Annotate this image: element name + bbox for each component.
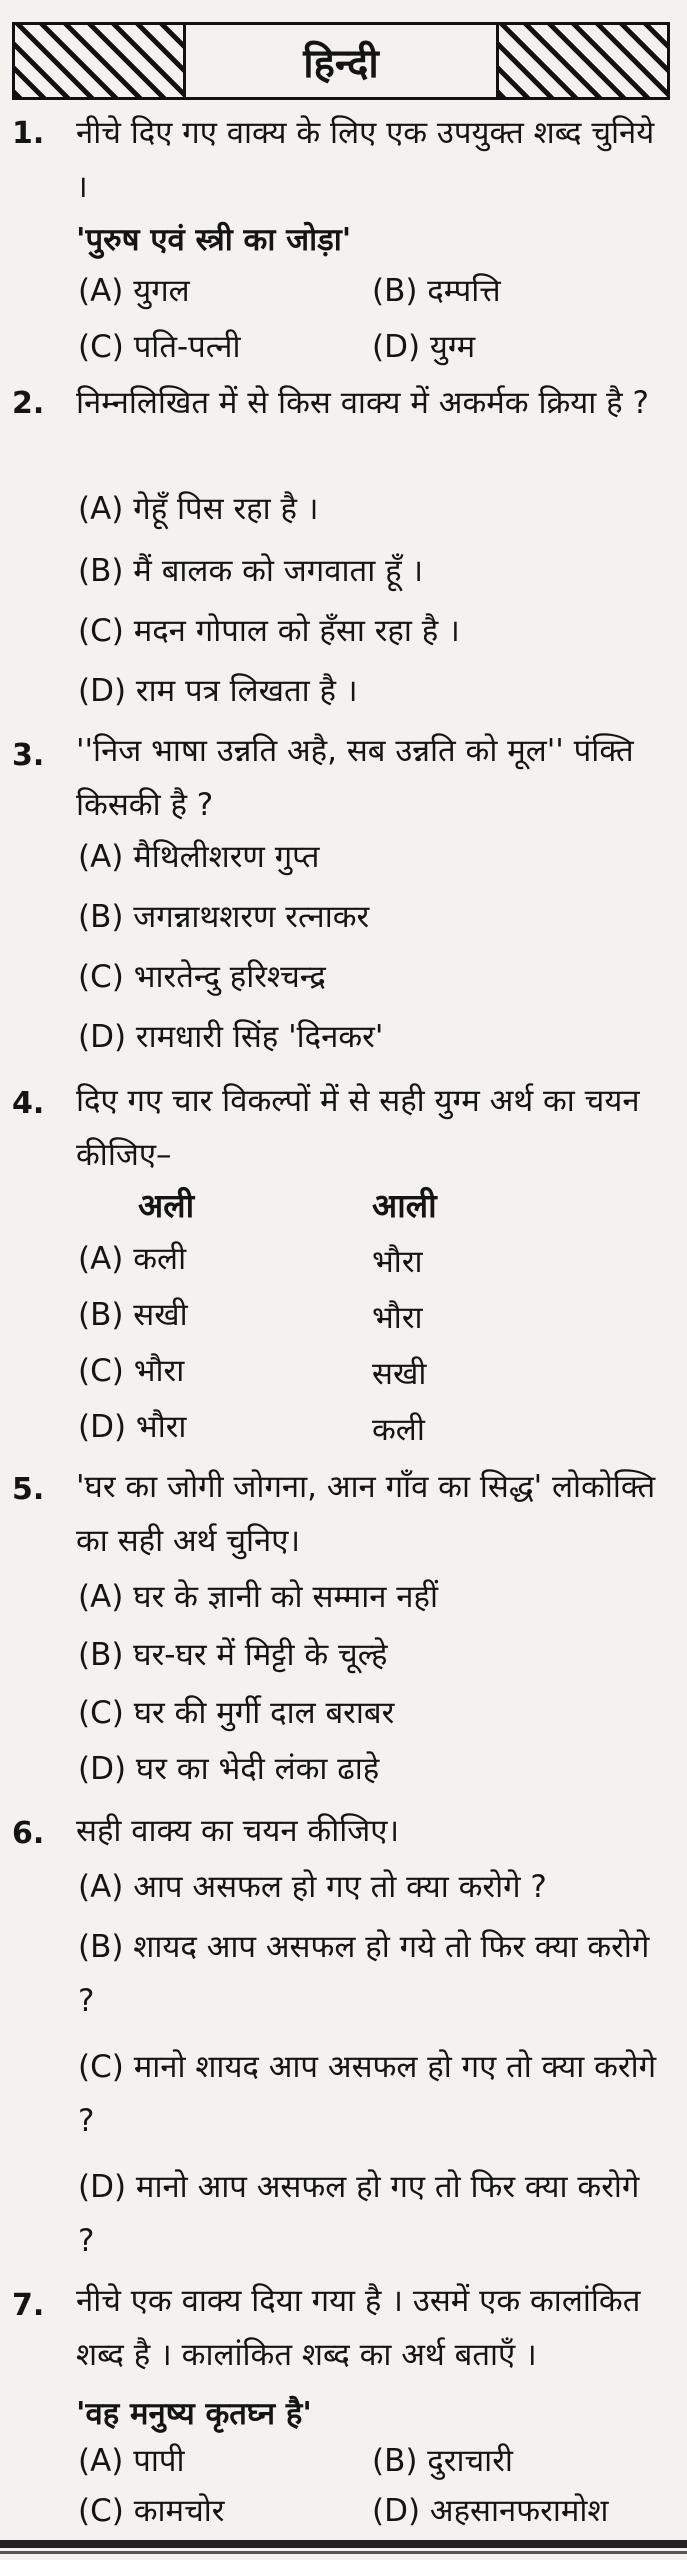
option-b[interactable]: (B) मैं बालक को जगवाता हूँ ।: [78, 553, 424, 589]
option-b[interactable]: (B) घर-घर में मिट्टी के चूल्हे: [78, 1637, 388, 1673]
question-stem: नीचे दिए गए वाक्य के लिए एक उपयुक्त शब्द चुनिये ।: [76, 115, 655, 205]
option-d[interactable]: (D) मानो आप असफल हो गए तो फिर क्या करोगे ?: [78, 2169, 640, 2259]
option-d[interactable]: (D) युग्म: [372, 329, 476, 365]
option-c[interactable]: (C) कामचोर: [78, 2493, 225, 2529]
option-b[interactable]: (B) दुराचारी: [372, 2443, 513, 2479]
option-a[interactable]: (A) युगल: [78, 273, 190, 309]
hatch-left: [15, 25, 186, 97]
option-c[interactable]: (C) भारतेन्दु हरिश्चन्द्र: [78, 959, 326, 995]
question-stem: 'घर का जोगी जोगना, आन गाँव का सिद्ध' लोकोक्ति का सही अर्थ चुनिए।: [76, 1469, 656, 1559]
option-d[interactable]: (D) राम पत्र लिखता है ।: [78, 673, 358, 709]
option-c[interactable]: (C) भौरा: [78, 1353, 185, 1389]
option-a[interactable]: (A) मैथिलीशरण गुप्त: [78, 839, 320, 875]
option-a[interactable]: (A) गेहूँ पिस रहा है ।: [78, 491, 319, 527]
question-stem: सही वाक्य का चयन कीजिए।: [76, 1813, 400, 1849]
bottom-divider-thin: [0, 2551, 687, 2554]
question-stem: दिए गए चार विकल्पों में से सही युग्म अर्थ का चयन कीजिए–: [76, 1083, 640, 1173]
question-quote: 'वह मनुष्य कृतघ्न है': [76, 2396, 312, 2432]
question-number: 2.: [12, 386, 45, 421]
option-b[interactable]: (B) जगन्नाथशरण रत्नाकर: [78, 899, 370, 935]
option-b[interactable]: (B) सखी: [78, 1297, 188, 1333]
question-number: 5.: [12, 1472, 45, 1507]
option-c[interactable]: (C) मानो शायद आप असफल हो गए तो क्या करोगे ?: [78, 2049, 657, 2139]
option-b[interactable]: (B) शायद आप असफल हो गये तो फिर क्या करोगे ?: [78, 1929, 650, 2019]
option-d[interactable]: (D) अहसानफरामोश: [372, 2493, 609, 2529]
option-d-pair: कली: [372, 1412, 425, 1448]
option-d[interactable]: (D) घर का भेदी लंका ढाहे: [78, 1751, 380, 1787]
hatch-right: [496, 25, 667, 97]
option-c[interactable]: (C) मदन गोपाल को हँसा रहा है ।: [78, 613, 460, 649]
option-a-pair: भौरा: [372, 1244, 423, 1280]
question-number: 4.: [12, 1086, 45, 1121]
column-header-left: अली: [138, 1186, 195, 1225]
option-a[interactable]: (A) आप असफल हो गए तो क्या करोगे ?: [78, 1869, 547, 1905]
option-b-pair: भौरा: [372, 1300, 423, 1336]
option-a[interactable]: (A) पापी: [78, 2443, 185, 2479]
question-stem: ''निज भाषा उन्नति अहै, सब उन्नति को मूल'' पंक्ति किसकी है ?: [76, 733, 634, 823]
option-a[interactable]: (A) कली: [78, 1241, 187, 1277]
option-a[interactable]: (A) घर के ज्ञानी को सम्मान नहीं: [78, 1579, 438, 1615]
option-d[interactable]: (D) भौरा: [78, 1409, 187, 1445]
question-number: 7.: [12, 2288, 45, 2323]
question-number: 6.: [12, 1816, 45, 1851]
column-header-right: आली: [372, 1186, 437, 1225]
option-c[interactable]: (C) घर की मुर्गी दाल बराबर: [78, 1695, 395, 1731]
option-c-pair: सखी: [372, 1356, 427, 1392]
bottom-divider: [0, 2540, 687, 2548]
question-stem: नीचे एक वाक्य दिया गया है । उसमें एक कालांकित शब्द है । कालांकित शब्द का अर्थ बताएँ ।: [76, 2283, 641, 2373]
question-number: 1.: [12, 116, 45, 151]
option-c[interactable]: (C) पति-पत्नी: [78, 329, 241, 365]
question-stem: निम्नलिखित में से किस वाक्य में अकर्मक क्रिया है ?: [76, 385, 649, 421]
option-d[interactable]: (D) रामधारी सिंह 'दिनकर': [78, 1019, 384, 1055]
option-b[interactable]: (B) दम्पत्ति: [372, 273, 501, 309]
question-number: 3.: [12, 738, 45, 773]
question-quote: 'पुरुष एवं स्त्री का जोड़ा': [76, 222, 352, 258]
section-title: हिन्दी: [303, 40, 379, 87]
section-header: [12, 22, 670, 100]
